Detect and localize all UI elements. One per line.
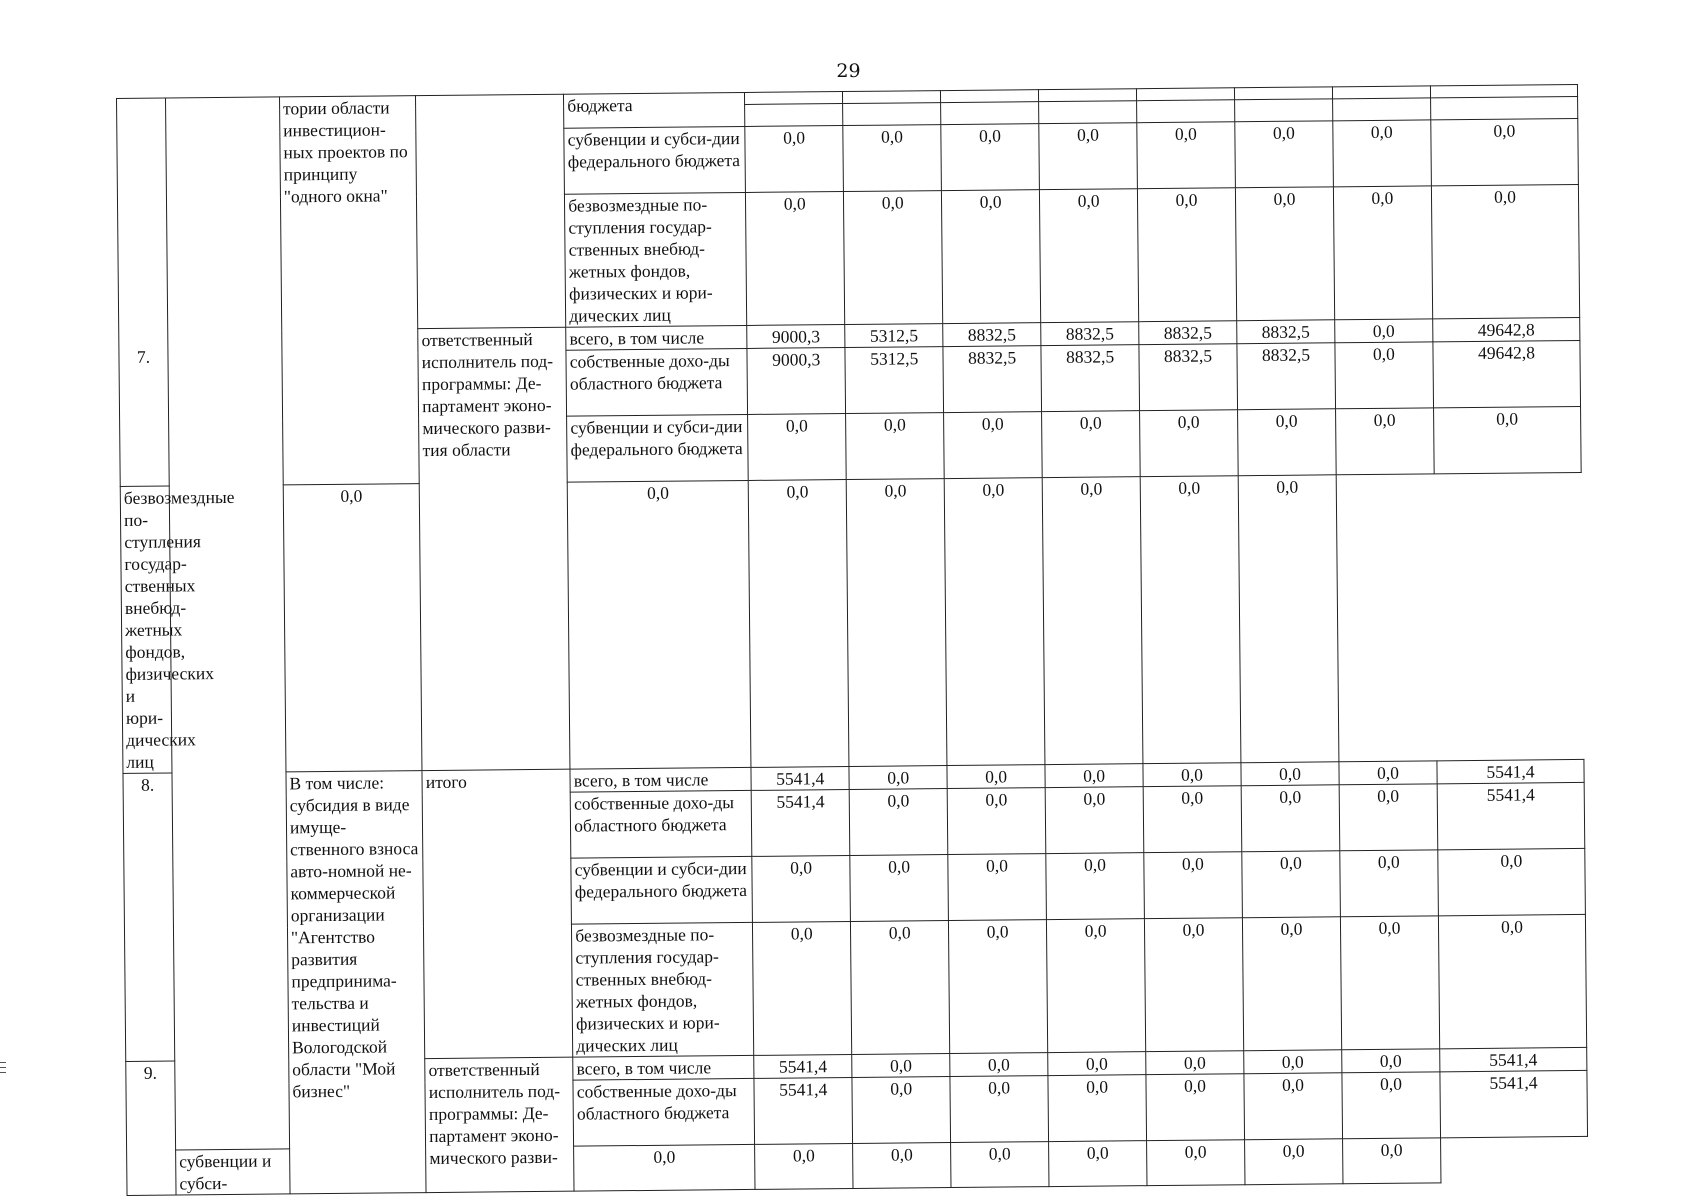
value-cell: 0,0 <box>748 480 849 768</box>
value-cell: 0,0 <box>951 1142 1049 1188</box>
value-cell: 0,0 <box>1242 851 1341 918</box>
source-cell: всего, в том числе <box>566 325 747 350</box>
value-cell: 0,0 <box>1238 409 1337 476</box>
value-cell: 0,0 <box>1339 784 1438 851</box>
value-cell <box>1039 89 1137 102</box>
value-cell: 0,0 <box>1238 475 1339 763</box>
value-cell: 0,0 <box>574 1144 755 1191</box>
source-cell: бюджета <box>564 92 745 128</box>
value-cell: 0,0 <box>846 413 945 480</box>
value-cell: 0,0 <box>1048 1075 1147 1142</box>
value-cell: 0,0 <box>1342 1049 1440 1073</box>
value-cell: 0,0 <box>1335 342 1434 409</box>
value-cell: 0,0 <box>947 765 1045 789</box>
value-cell: 0,0 <box>1431 184 1579 318</box>
value-cell: 0,0 <box>1335 408 1434 475</box>
value-cell: 8832,5 <box>1139 321 1237 345</box>
value-cell: 0,0 <box>1242 917 1341 1051</box>
value-cell: 0,0 <box>1342 1072 1441 1139</box>
value-cell: 8832,5 <box>1237 343 1336 410</box>
value-cell: 0,0 <box>1137 122 1236 189</box>
source-cell: собственные дохо-ды областного бюджета <box>566 348 748 416</box>
value-cell: 5541,4 <box>1440 1047 1587 1071</box>
value-cell: 0,0 <box>950 1053 1048 1077</box>
activity-cell: В том числе: субсидия в виде имуще-ственного взноса авто-номной не-коммерческой организации "Агентство развития предпринима-тельства и инвестиций Вологодской области "Мой бизнес" <box>286 771 426 1194</box>
value-cell: 0,0 <box>1438 848 1586 915</box>
value-cell: 0,0 <box>1048 1052 1146 1076</box>
value-cell: 0,0 <box>1140 476 1241 764</box>
row-number-9: 9. <box>126 1061 176 1195</box>
value-cell: 0,0 <box>942 190 1041 324</box>
value-cell: 0,0 <box>850 855 949 922</box>
value-cell: 0,0 <box>846 479 947 767</box>
source-cell: безвозмездные по-ступления государ-ственных внебюд-жетных фондов, физических и юри-дических лиц <box>120 486 172 773</box>
value-cell: 0,0 <box>746 192 845 326</box>
value-cell: 5541,4 <box>1437 782 1585 849</box>
value-cell: 0,0 <box>1343 1138 1441 1184</box>
source-cell: собственные дохо-ды областного бюджета <box>573 1078 755 1146</box>
budget-table <box>116 84 1588 1196</box>
value-cell: 0,0 <box>1040 189 1139 323</box>
value-cell: 0,0 <box>852 1077 951 1144</box>
value-cell: 0,0 <box>1045 787 1144 854</box>
value-cell <box>1039 101 1137 124</box>
executor-cell: ответственный исполнитель под-программы: Де-партамент эконо-мического разви- <box>425 1057 574 1192</box>
value-cell: 0,0 <box>1438 914 1586 1048</box>
executor-cell: итого <box>422 769 573 1058</box>
value-cell: 0,0 <box>1046 853 1145 920</box>
value-cell: 0,0 <box>1146 1051 1244 1075</box>
value-cell: 0,0 <box>748 414 847 481</box>
source-cell: безвозмездные по-ступления государ-ственных внебюд-жетных фондов, физических и юри-дических лиц <box>565 192 747 327</box>
executor-cell: ответственный исполнитель под-программы: Де-партамент эконо-мического разви-тия области <box>418 327 570 770</box>
value-cell: 0,0 <box>1042 477 1143 765</box>
value-cell: 5541,4 <box>754 1077 853 1144</box>
value-cell: 0,0 <box>851 921 950 1055</box>
value-cell: 0,0 <box>1146 1074 1245 1141</box>
value-cell: 0,0 <box>1143 763 1241 787</box>
value-cell: 9000,3 <box>747 325 845 349</box>
value-cell: 0,0 <box>1047 919 1146 1053</box>
value-cell <box>1333 98 1431 121</box>
value-cell: 0,0 <box>849 766 947 790</box>
value-cell: 0,0 <box>1431 118 1579 185</box>
table-row <box>120 472 1584 773</box>
value-cell: 0,0 <box>1244 1050 1342 1074</box>
value-cell: 5312,5 <box>845 347 944 414</box>
value-cell: 0,0 <box>844 191 943 325</box>
value-cell <box>1235 99 1333 122</box>
value-cell: 5541,4 <box>754 1054 852 1078</box>
value-cell: 0,0 <box>567 480 751 769</box>
executor-cell <box>416 94 566 328</box>
value-cell: 0,0 <box>852 1054 950 1078</box>
value-cell: 8832,5 <box>1041 322 1139 346</box>
value-cell: 0,0 <box>1433 406 1581 473</box>
source-cell: субвенции и субси- <box>176 1149 290 1195</box>
value-cell: 0,0 <box>1042 411 1141 478</box>
document-sheet <box>116 84 1588 1196</box>
value-cell: 0,0 <box>1147 1140 1245 1186</box>
value-cell: 0,0 <box>283 484 422 772</box>
value-cell <box>1137 100 1235 123</box>
value-cell: 0,0 <box>1340 850 1439 917</box>
table-body <box>117 84 1588 1195</box>
value-cell: 0,0 <box>1335 319 1433 343</box>
value-cell: 0,0 <box>944 478 1045 766</box>
value-cell: 0,0 <box>752 855 851 922</box>
value-cell: 0,0 <box>1140 410 1239 477</box>
source-cell: субвенции и субси-дии федерального бюджета <box>567 414 749 482</box>
value-cell: 0,0 <box>1339 761 1437 785</box>
value-cell <box>843 103 941 126</box>
row-number-7: 7. <box>117 98 170 486</box>
value-cell: 49642,8 <box>1433 340 1581 407</box>
value-cell: 0,0 <box>950 1076 1049 1143</box>
value-cell: 0,0 <box>1244 1073 1343 1140</box>
value-cell <box>1137 88 1235 101</box>
value-cell: 9000,3 <box>747 348 846 415</box>
value-cell: 0,0 <box>948 854 1047 921</box>
source-cell: субвенции и субси-дии федерального бюджета <box>564 126 746 194</box>
value-cell: 0,0 <box>944 412 1043 479</box>
source-cell: всего, в том числе <box>573 1055 754 1080</box>
value-cell: 0,0 <box>1039 123 1138 190</box>
value-cell <box>843 91 941 104</box>
scan-edge-marks <box>0 1062 6 1077</box>
value-cell: 0,0 <box>849 789 948 856</box>
value-cell: 5541,4 <box>751 766 849 790</box>
value-cell: 49642,8 <box>1433 317 1580 341</box>
value-cell: 0,0 <box>1144 852 1243 919</box>
value-cell: 0,0 <box>1241 762 1339 786</box>
value-cell: 0,0 <box>1049 1141 1147 1187</box>
value-cell: 0,0 <box>1143 786 1242 853</box>
value-cell: 0,0 <box>843 125 942 192</box>
source-cell: безвозмездные по-ступления государ-ственных внебюд-жетных фондов, физических и юри-дических лиц <box>572 922 754 1057</box>
value-cell <box>1430 96 1577 119</box>
value-cell: 5541,4 <box>751 789 850 856</box>
value-cell: 0,0 <box>1333 186 1432 320</box>
value-cell: 8832,5 <box>1237 320 1335 344</box>
activity-cell: тории области инвестицион-ных проектов по принципу "одного окна" <box>279 96 419 485</box>
value-cell: 0,0 <box>1045 764 1143 788</box>
value-cell <box>1332 86 1430 99</box>
value-cell: 8832,5 <box>1041 345 1140 412</box>
value-cell: 0,0 <box>1333 120 1432 187</box>
value-cell: 0,0 <box>755 1143 853 1189</box>
value-cell: 5312,5 <box>845 324 943 348</box>
value-cell <box>745 92 843 105</box>
page-number: 29 <box>836 60 861 82</box>
value-cell: 0,0 <box>1235 121 1334 188</box>
value-cell: 8832,5 <box>1139 344 1238 411</box>
value-cell: 0,0 <box>745 126 844 193</box>
row-number-8: 8. <box>123 773 175 1061</box>
value-cell: 8832,5 <box>943 323 1041 347</box>
value-cell: 0,0 <box>947 788 1046 855</box>
value-cell <box>941 90 1039 103</box>
value-cell: 0,0 <box>753 921 852 1055</box>
value-cell: 0,0 <box>1245 1139 1343 1185</box>
value-cell <box>1234 87 1332 100</box>
value-cell: 0,0 <box>853 1143 951 1189</box>
value-cell: 0,0 <box>1144 918 1243 1052</box>
value-cell: 0,0 <box>949 920 1048 1054</box>
value-cell: 0,0 <box>1241 785 1340 852</box>
value-cell: 8832,5 <box>943 346 1042 413</box>
blank-column-cell <box>165 97 289 1150</box>
value-cell <box>941 102 1039 125</box>
source-cell: собственные дохо-ды областного бюджета <box>570 790 752 858</box>
value-cell: 0,0 <box>1137 188 1236 322</box>
value-cell: 5541,4 <box>1437 759 1584 783</box>
value-cell: 0,0 <box>1340 916 1439 1050</box>
value-cell: 5541,4 <box>1440 1070 1588 1137</box>
source-cell: всего, в том числе <box>570 767 751 792</box>
source-cell: субвенции и субси-дии федерального бюджета <box>571 856 753 924</box>
value-cell <box>745 104 843 127</box>
value-cell: 0,0 <box>941 124 1040 191</box>
value-cell: 0,0 <box>1235 187 1334 321</box>
